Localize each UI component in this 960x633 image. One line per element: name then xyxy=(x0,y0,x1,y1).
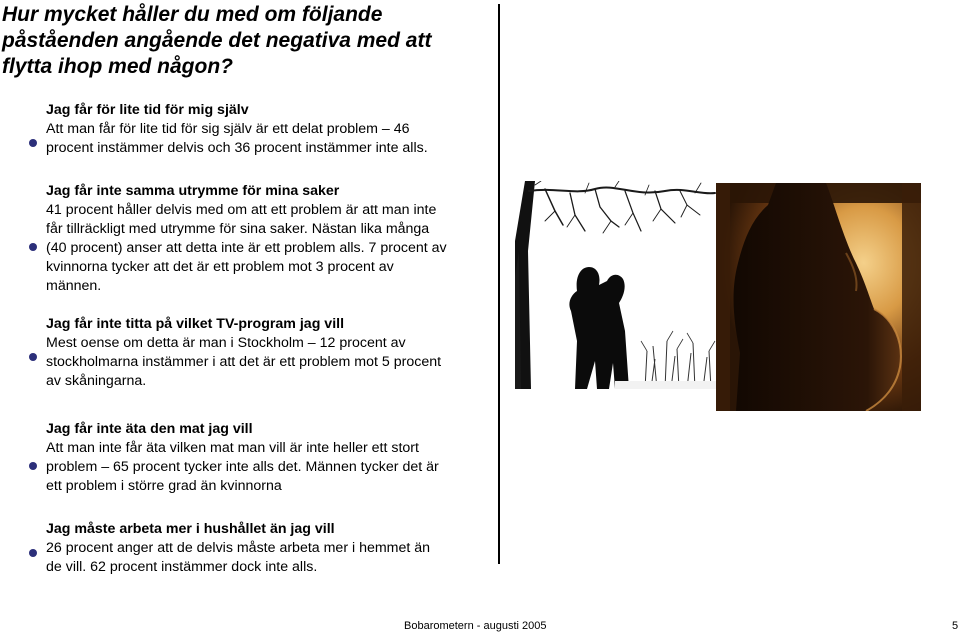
list-item xyxy=(46,315,448,391)
pregnant-silhouette-graphic xyxy=(716,183,921,411)
pregnant-silhouette-photo xyxy=(716,183,921,411)
page-title: Hur mycket håller du med om följande påståenden angående det negativa med att flytta ihop med någon? xyxy=(2,3,432,78)
item-heading: Jag får inte äta den mat jag vill xyxy=(46,421,253,437)
list-item xyxy=(46,182,448,296)
item-body: Att man inte får äta vilken mat man vill är inte heller ett stort problem – 65 procent tycker inte alls det. Männen tycker det är ett problem i större grad än kvinnorna xyxy=(46,440,439,494)
item-heading: Jag får inte titta på vilket TV-program jag vill xyxy=(46,316,345,332)
bullet-icon xyxy=(29,243,37,251)
item-body: Mest oense om detta är man i Stockholm – 12 procent av stockholmarna instämmer i att det är ett problem mot 5 procent av skåningarna. xyxy=(46,335,442,389)
item-body: 41 procent håller delvis med om att ett problem är att man inte får tillräckligt med utrymme för sina saker. Nästan lika många (40 procent) anser att detta inte är ett problem alls. 7 procent av kvinnorna tycker att det är ett problem mot 3 procent av männen. xyxy=(46,202,447,294)
item-heading: Jag måste arbeta mer i hushållet än jag vill xyxy=(46,521,335,537)
page-number: 5 xyxy=(952,620,959,632)
item-body: 26 procent anger att de delvis måste arbeta mer i hemmet än de vill. 62 procent instämmer dock inte alls. xyxy=(46,540,431,575)
bullet-icon xyxy=(29,549,37,557)
bullet-icon xyxy=(29,353,37,361)
bullet-icon xyxy=(29,139,37,147)
list-item xyxy=(46,420,448,496)
list-item xyxy=(46,101,448,158)
bullet-icon xyxy=(29,462,37,470)
item-heading: Jag får för lite tid för mig själv xyxy=(46,102,249,118)
couple-silhouette-photo xyxy=(515,181,716,389)
item-heading: Jag får inte samma utrymme för mina saker xyxy=(46,183,340,199)
list-item xyxy=(46,520,448,577)
item-body: Att man får för lite tid för sig själv är ett delat problem – 46 procent instämmer delvis och 36 procent instämmer inte alls. xyxy=(46,121,428,156)
couple-silhouette-graphic xyxy=(515,181,716,389)
footer-source: Bobarometern - augusti 2005 xyxy=(404,620,547,632)
vertical-divider xyxy=(498,4,500,564)
